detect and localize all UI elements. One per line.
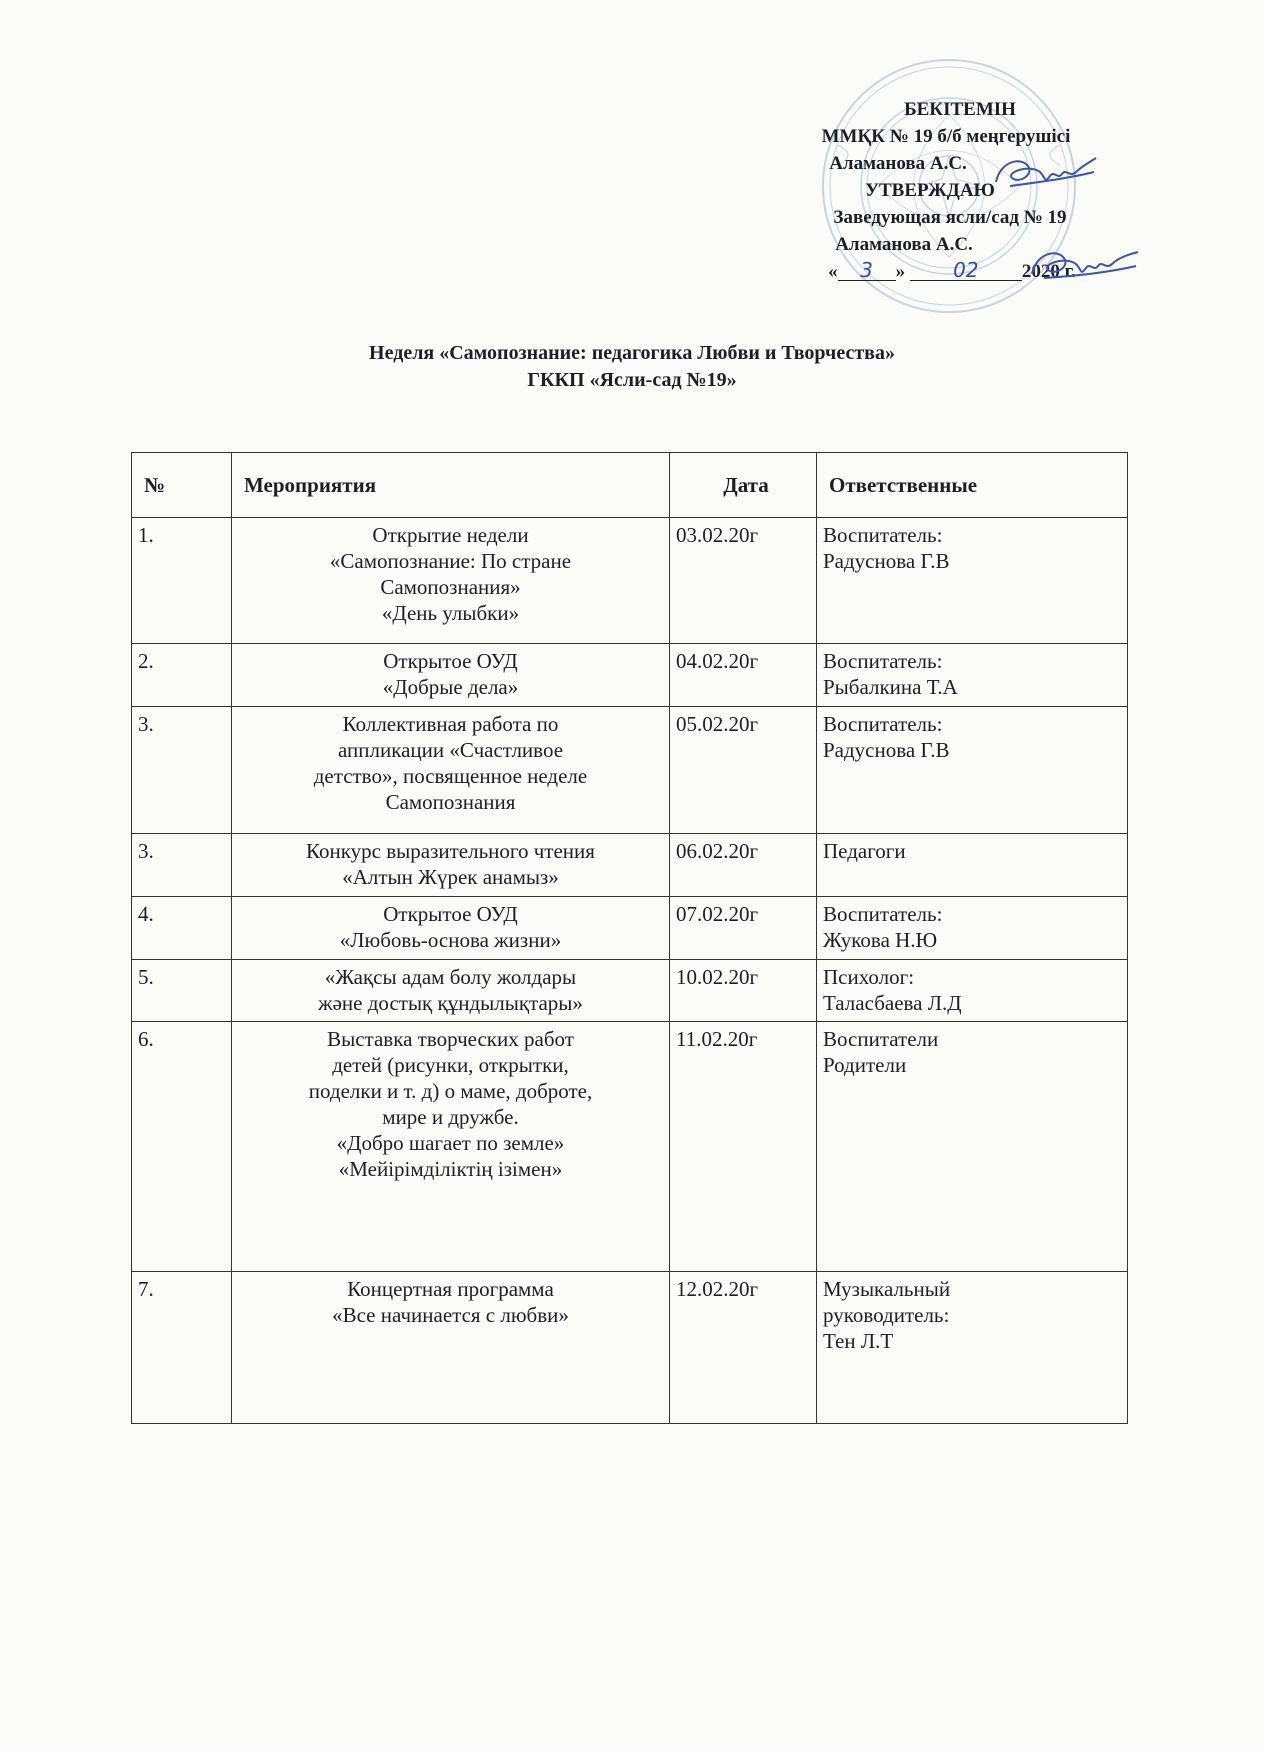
responsible-line: Воспитатель:: [823, 649, 943, 673]
event-line: мире и дружбе.: [382, 1105, 519, 1129]
event-line: Самопознания»: [380, 575, 521, 599]
row-event: [232, 1022, 670, 1272]
row-date: 07.02.20г: [670, 897, 817, 960]
table-header-row: [132, 453, 1128, 518]
approval-block: [770, 96, 1150, 285]
row-event: [232, 518, 670, 644]
table-row: [132, 897, 1128, 960]
event-line: Конкурс выразительного чтения: [306, 839, 595, 863]
row-event: [232, 897, 670, 960]
row-number: 6.: [132, 1022, 232, 1272]
row-responsible: [817, 960, 1128, 1022]
event-line: «День улыбки»: [381, 601, 520, 625]
table-row: [132, 1272, 1128, 1424]
event-line: және достық құндылықтары»: [318, 991, 583, 1015]
table-row: [132, 960, 1128, 1022]
date-day: 3: [838, 260, 896, 281]
event-line: Концертная программа: [347, 1277, 554, 1301]
row-date: 05.02.20г: [670, 707, 817, 834]
row-responsible: [817, 1022, 1128, 1272]
approval-ru-org: Заведующая ясли/сад № 19: [833, 207, 1067, 228]
event-line: Самопознания: [385, 790, 516, 814]
row-date: 10.02.20г: [670, 960, 817, 1022]
responsible-line: Радуснова Г.В: [823, 738, 950, 762]
document-title: Неделя «Самопознание: педагогика Любви и Творчества»: [369, 342, 895, 364]
responsible-line: Воспитатель:: [823, 523, 943, 547]
responsible-line: Родители: [823, 1053, 907, 1077]
table-row: [132, 518, 1128, 644]
event-line: детство», посвященное неделе: [313, 764, 588, 788]
row-date: 11.02.20г: [670, 1022, 817, 1272]
row-responsible: [817, 834, 1128, 897]
header-date: Дата: [670, 453, 817, 518]
event-line: Выставка творческих работ: [327, 1027, 574, 1051]
approval-ru-name: Аламанова А.С.: [835, 234, 973, 255]
date-close-quote: »: [895, 261, 906, 282]
approval-kz-title: БЕКІТЕМІН: [904, 99, 1016, 120]
row-event: [232, 644, 670, 707]
table-row: [132, 644, 1128, 707]
row-responsible: [817, 897, 1128, 960]
approval-kz-name: Аламанова А.С.: [829, 153, 967, 174]
row-date: 06.02.20г: [670, 834, 817, 897]
row-date: 12.02.20г: [670, 1272, 817, 1424]
row-number: 3.: [132, 707, 232, 834]
event-line: Открытое ОУД: [383, 649, 518, 673]
responsible-line: Рыбалкина Т.А: [823, 675, 958, 699]
responsible-line: Музыкальный: [823, 1277, 951, 1301]
responsible-line: Воспитатель:: [823, 712, 943, 736]
responsible-line: Таласбаева Л.Д: [823, 991, 962, 1015]
events-table: [131, 452, 1128, 1424]
responsible-line: Радуснова Г.В: [823, 549, 950, 573]
approval-date: [762, 258, 1142, 285]
row-event: [232, 707, 670, 834]
document-subtitle: ГККП «Ясли-сад №19»: [527, 369, 737, 391]
date-open-quote: «: [828, 261, 838, 282]
row-responsible: [817, 518, 1128, 644]
event-line: детей (рисунки, открытки,: [332, 1053, 569, 1077]
date-year: 2020 г.: [1021, 261, 1076, 282]
responsible-line: Воспитатель:: [823, 902, 943, 926]
row-responsible: [817, 644, 1128, 707]
row-number: 7.: [132, 1272, 232, 1424]
approval-kz-org: ММҚК № 19 б/б меңгерушісі: [821, 126, 1071, 147]
event-line: «Мейірімділіктің ізімен»: [338, 1157, 563, 1181]
event-line: «Добро шагает по земле»: [336, 1131, 565, 1155]
row-responsible: [817, 707, 1128, 834]
responsible-line: руководитель:: [823, 1303, 950, 1327]
row-number: 3.: [132, 834, 232, 897]
row-date: 03.02.20г: [670, 518, 817, 644]
header-responsible: Ответственные: [817, 453, 1128, 518]
row-number: 2.: [132, 644, 232, 707]
event-line: Открытие недели: [372, 523, 529, 547]
event-line: Коллективная работа по: [342, 712, 559, 736]
row-number: 1.: [132, 518, 232, 644]
row-number: 5.: [132, 960, 232, 1022]
event-line: «Алтын Жүрек анамыз»: [342, 865, 559, 889]
header-events: Мероприятия: [232, 453, 670, 518]
responsible-line: Жукова Н.Ю: [823, 928, 938, 952]
row-responsible: [817, 1272, 1128, 1424]
header-number: №: [132, 453, 232, 518]
event-line: «Самопознание: По стране: [329, 549, 572, 573]
responsible-line: Психолог:: [823, 965, 915, 989]
event-line: аппликации «Счастливое: [337, 738, 564, 762]
row-event: [232, 1272, 670, 1424]
event-line: «Жақсы адам болу жолдары: [324, 965, 577, 989]
row-event: [232, 960, 670, 1022]
event-line: «Все начинается с любви»: [332, 1303, 569, 1327]
table-row: [132, 1022, 1128, 1272]
row-date: 04.02.20г: [670, 644, 817, 707]
table-row: [132, 707, 1128, 834]
row-number: 4.: [132, 897, 232, 960]
responsible-line: Воспитатели: [823, 1027, 939, 1051]
approval-ru-title: УТВЕРЖДАЮ: [865, 180, 995, 201]
date-month: 02: [910, 260, 1022, 281]
responsible-line: Педагоги: [823, 839, 906, 863]
event-line: «Любовь-основа жизни»: [339, 928, 562, 952]
event-line: Открытое ОУД: [383, 902, 518, 926]
responsible-line: Тен Л.Т: [823, 1329, 894, 1353]
event-line: поделки и т. д) о маме, доброте,: [308, 1079, 593, 1103]
table-row: [132, 834, 1128, 897]
row-event: [232, 834, 670, 897]
event-line: «Добрые дела»: [382, 675, 519, 699]
